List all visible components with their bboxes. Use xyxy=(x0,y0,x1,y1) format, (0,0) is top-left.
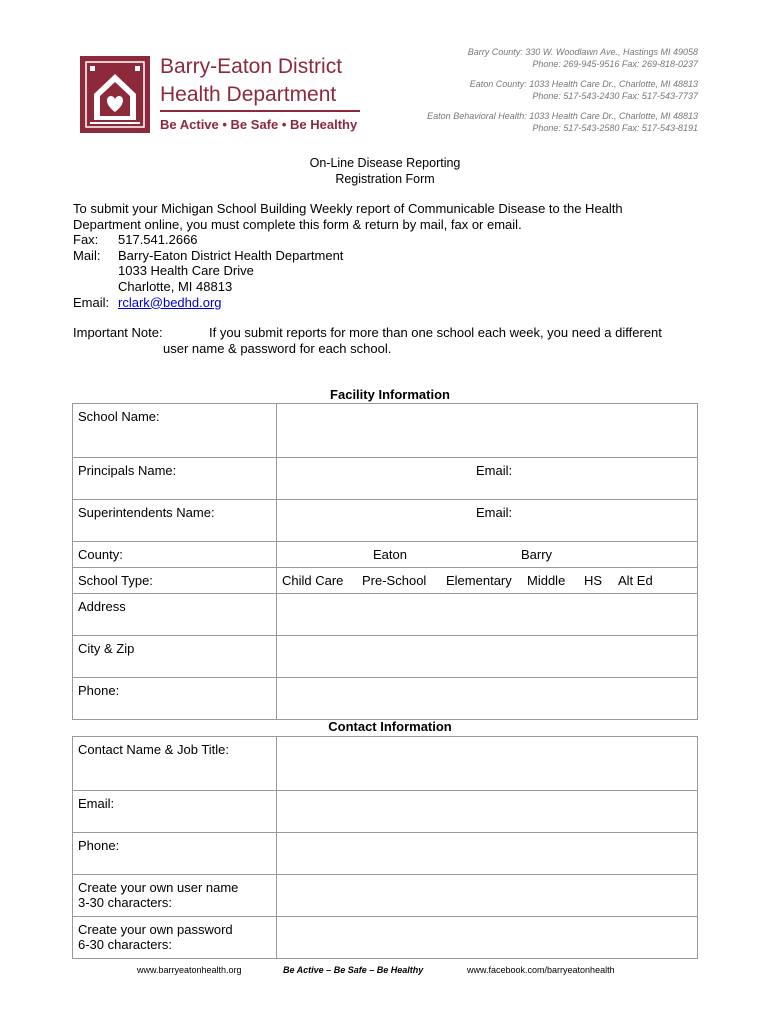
important-note xyxy=(73,325,662,356)
behavioral-address xyxy=(427,110,698,134)
city-zip-input[interactable] xyxy=(277,636,698,678)
mail-line3: Charlotte, MI 48813 xyxy=(118,278,233,294)
password-input[interactable] xyxy=(277,917,698,959)
phone-label-cell xyxy=(73,678,277,720)
city-zip-label: City & Zip xyxy=(78,641,135,656)
principals-name-label-cell xyxy=(73,458,277,500)
username-input[interactable] xyxy=(277,875,698,917)
mail-label: Mail: xyxy=(73,247,101,263)
address-label-cell xyxy=(73,594,277,636)
footer-facebook[interactable]: www.facebook.com/barryeatonhealth xyxy=(467,965,615,975)
footer-website[interactable]: www.barryeatonhealth.org xyxy=(137,965,242,975)
county-label-cell xyxy=(73,542,277,568)
county-option-barry[interactable]: Barry xyxy=(521,547,553,562)
fax-label: Fax: xyxy=(73,232,99,248)
org-name-line2: Health Department xyxy=(160,83,337,106)
intro-text xyxy=(73,201,623,310)
email-row xyxy=(73,295,623,311)
contact-name-input[interactable] xyxy=(277,737,698,791)
contact-heading: Contact Information xyxy=(328,719,452,734)
school-name-label-cell xyxy=(73,404,277,458)
county-options xyxy=(277,542,698,568)
form-title-line2: Registration Form xyxy=(335,172,435,186)
phone-input[interactable] xyxy=(277,678,698,720)
fax-row xyxy=(73,232,623,248)
county-option-eaton[interactable]: Eaton xyxy=(373,547,407,562)
org-name-line1: Barry-Eaton District xyxy=(160,55,343,78)
note-label: Important Note: xyxy=(73,325,163,340)
type-option-hs[interactable]: HS xyxy=(584,573,603,588)
contact-name-label-cell xyxy=(73,737,277,791)
contact-phone-label: Phone: xyxy=(78,838,120,853)
type-option-elementary[interactable]: Elementary xyxy=(446,573,512,588)
contact-email-label: Email: xyxy=(78,796,115,811)
password-label-line1: Create your own password xyxy=(78,922,233,937)
facility-heading: Facility Information xyxy=(330,387,450,402)
eaton-address xyxy=(470,78,698,102)
barry-phone-line: Phone: 269-945-9516 Fax: 269-818-0237 xyxy=(532,59,698,69)
fax-value: 517.541.2666 xyxy=(118,232,198,248)
facility-table xyxy=(72,403,698,720)
type-option-middle[interactable]: Middle xyxy=(527,573,566,588)
contact-table xyxy=(72,736,698,959)
email-link[interactable]: rclark@bedhd.org xyxy=(118,294,222,310)
eaton-phone-line: Phone: 517-543-2430 Fax: 517-543-7737 xyxy=(532,91,698,101)
email-label: Email: xyxy=(73,294,110,310)
mail-line2: 1033 Health Care Drive xyxy=(118,263,254,279)
password-label-cell xyxy=(73,917,277,959)
type-option-pre-school[interactable]: Pre-School xyxy=(362,573,427,588)
school-type-label-cell xyxy=(73,568,277,594)
principals-email-label: Email: xyxy=(476,463,513,478)
behavioral-address-line: Eaton Behavioral Health: 1033 Health Care Dr., Charlotte, MI 48813 xyxy=(427,111,698,121)
superintendents-input[interactable] xyxy=(277,500,698,542)
note-line1: If you submit reports for more than one school each week, you need a different xyxy=(209,325,662,340)
barry-address-line: Barry County: 330 W. Woodlawn Ave., Hastings MI 49058 xyxy=(467,47,698,57)
phone-label: Phone: xyxy=(78,683,120,698)
mail-line1: Barry-Eaton District Health Department xyxy=(118,247,344,263)
contact-phone-label-cell xyxy=(73,833,277,875)
school-type-options xyxy=(277,568,698,594)
county-label: County: xyxy=(78,547,123,562)
form-title-line1: On-Line Disease Reporting xyxy=(309,156,461,170)
type-option-child-care[interactable]: Child Care xyxy=(282,573,344,588)
form-title xyxy=(0,155,770,187)
note-line2: user name & password for each school. xyxy=(163,340,392,356)
logo-tagline: Be Active • Be Safe • Be Healthy xyxy=(160,117,358,132)
contact-phone-input[interactable] xyxy=(277,833,698,875)
username-label-cell xyxy=(73,875,277,917)
contact-email-input[interactable] xyxy=(277,791,698,833)
contact-name-label: Contact Name & Job Title: xyxy=(78,742,230,757)
barry-address xyxy=(468,46,698,70)
password-label-line2: 6-30 characters: xyxy=(78,937,172,952)
superintendents-name-label-cell xyxy=(73,500,277,542)
logo-divider xyxy=(160,110,360,112)
address-input[interactable] xyxy=(277,594,698,636)
school-type-label: School Type: xyxy=(78,573,153,588)
school-name-input[interactable] xyxy=(277,404,698,458)
principals-input[interactable] xyxy=(277,458,698,500)
behavioral-phone-line: Phone: 517-543-2580 Fax: 517-543-8191 xyxy=(532,123,698,133)
eaton-address-line: Eaton County: 1033 Health Care Dr., Charlotte, MI 48813 xyxy=(469,79,698,89)
address-label: Address xyxy=(78,599,126,614)
principals-name-label: Principals Name: xyxy=(78,463,177,478)
superintendents-name-label: Superintendents Name: xyxy=(78,505,215,520)
logo-house-icon xyxy=(80,56,150,133)
username-label-line1: Create your own user name xyxy=(78,880,239,895)
superintendents-email-label: Email: xyxy=(476,505,513,520)
username-label-line2: 3-30 characters: xyxy=(78,895,172,910)
city-zip-label-cell xyxy=(73,636,277,678)
school-name-label: School Name: xyxy=(78,409,160,424)
type-option-alt-ed[interactable]: Alt Ed xyxy=(618,573,653,588)
footer-slogan: Be Active – Be Safe – Be Healthy xyxy=(283,965,424,975)
contact-email-label-cell xyxy=(73,791,277,833)
intro-line2: Department online, you must complete this form & return by mail, fax or email. xyxy=(73,216,522,232)
mail-row xyxy=(73,248,623,264)
intro-line1: To submit your Michigan School Building Weekly report of Communicable Disease to the Health xyxy=(73,201,623,216)
